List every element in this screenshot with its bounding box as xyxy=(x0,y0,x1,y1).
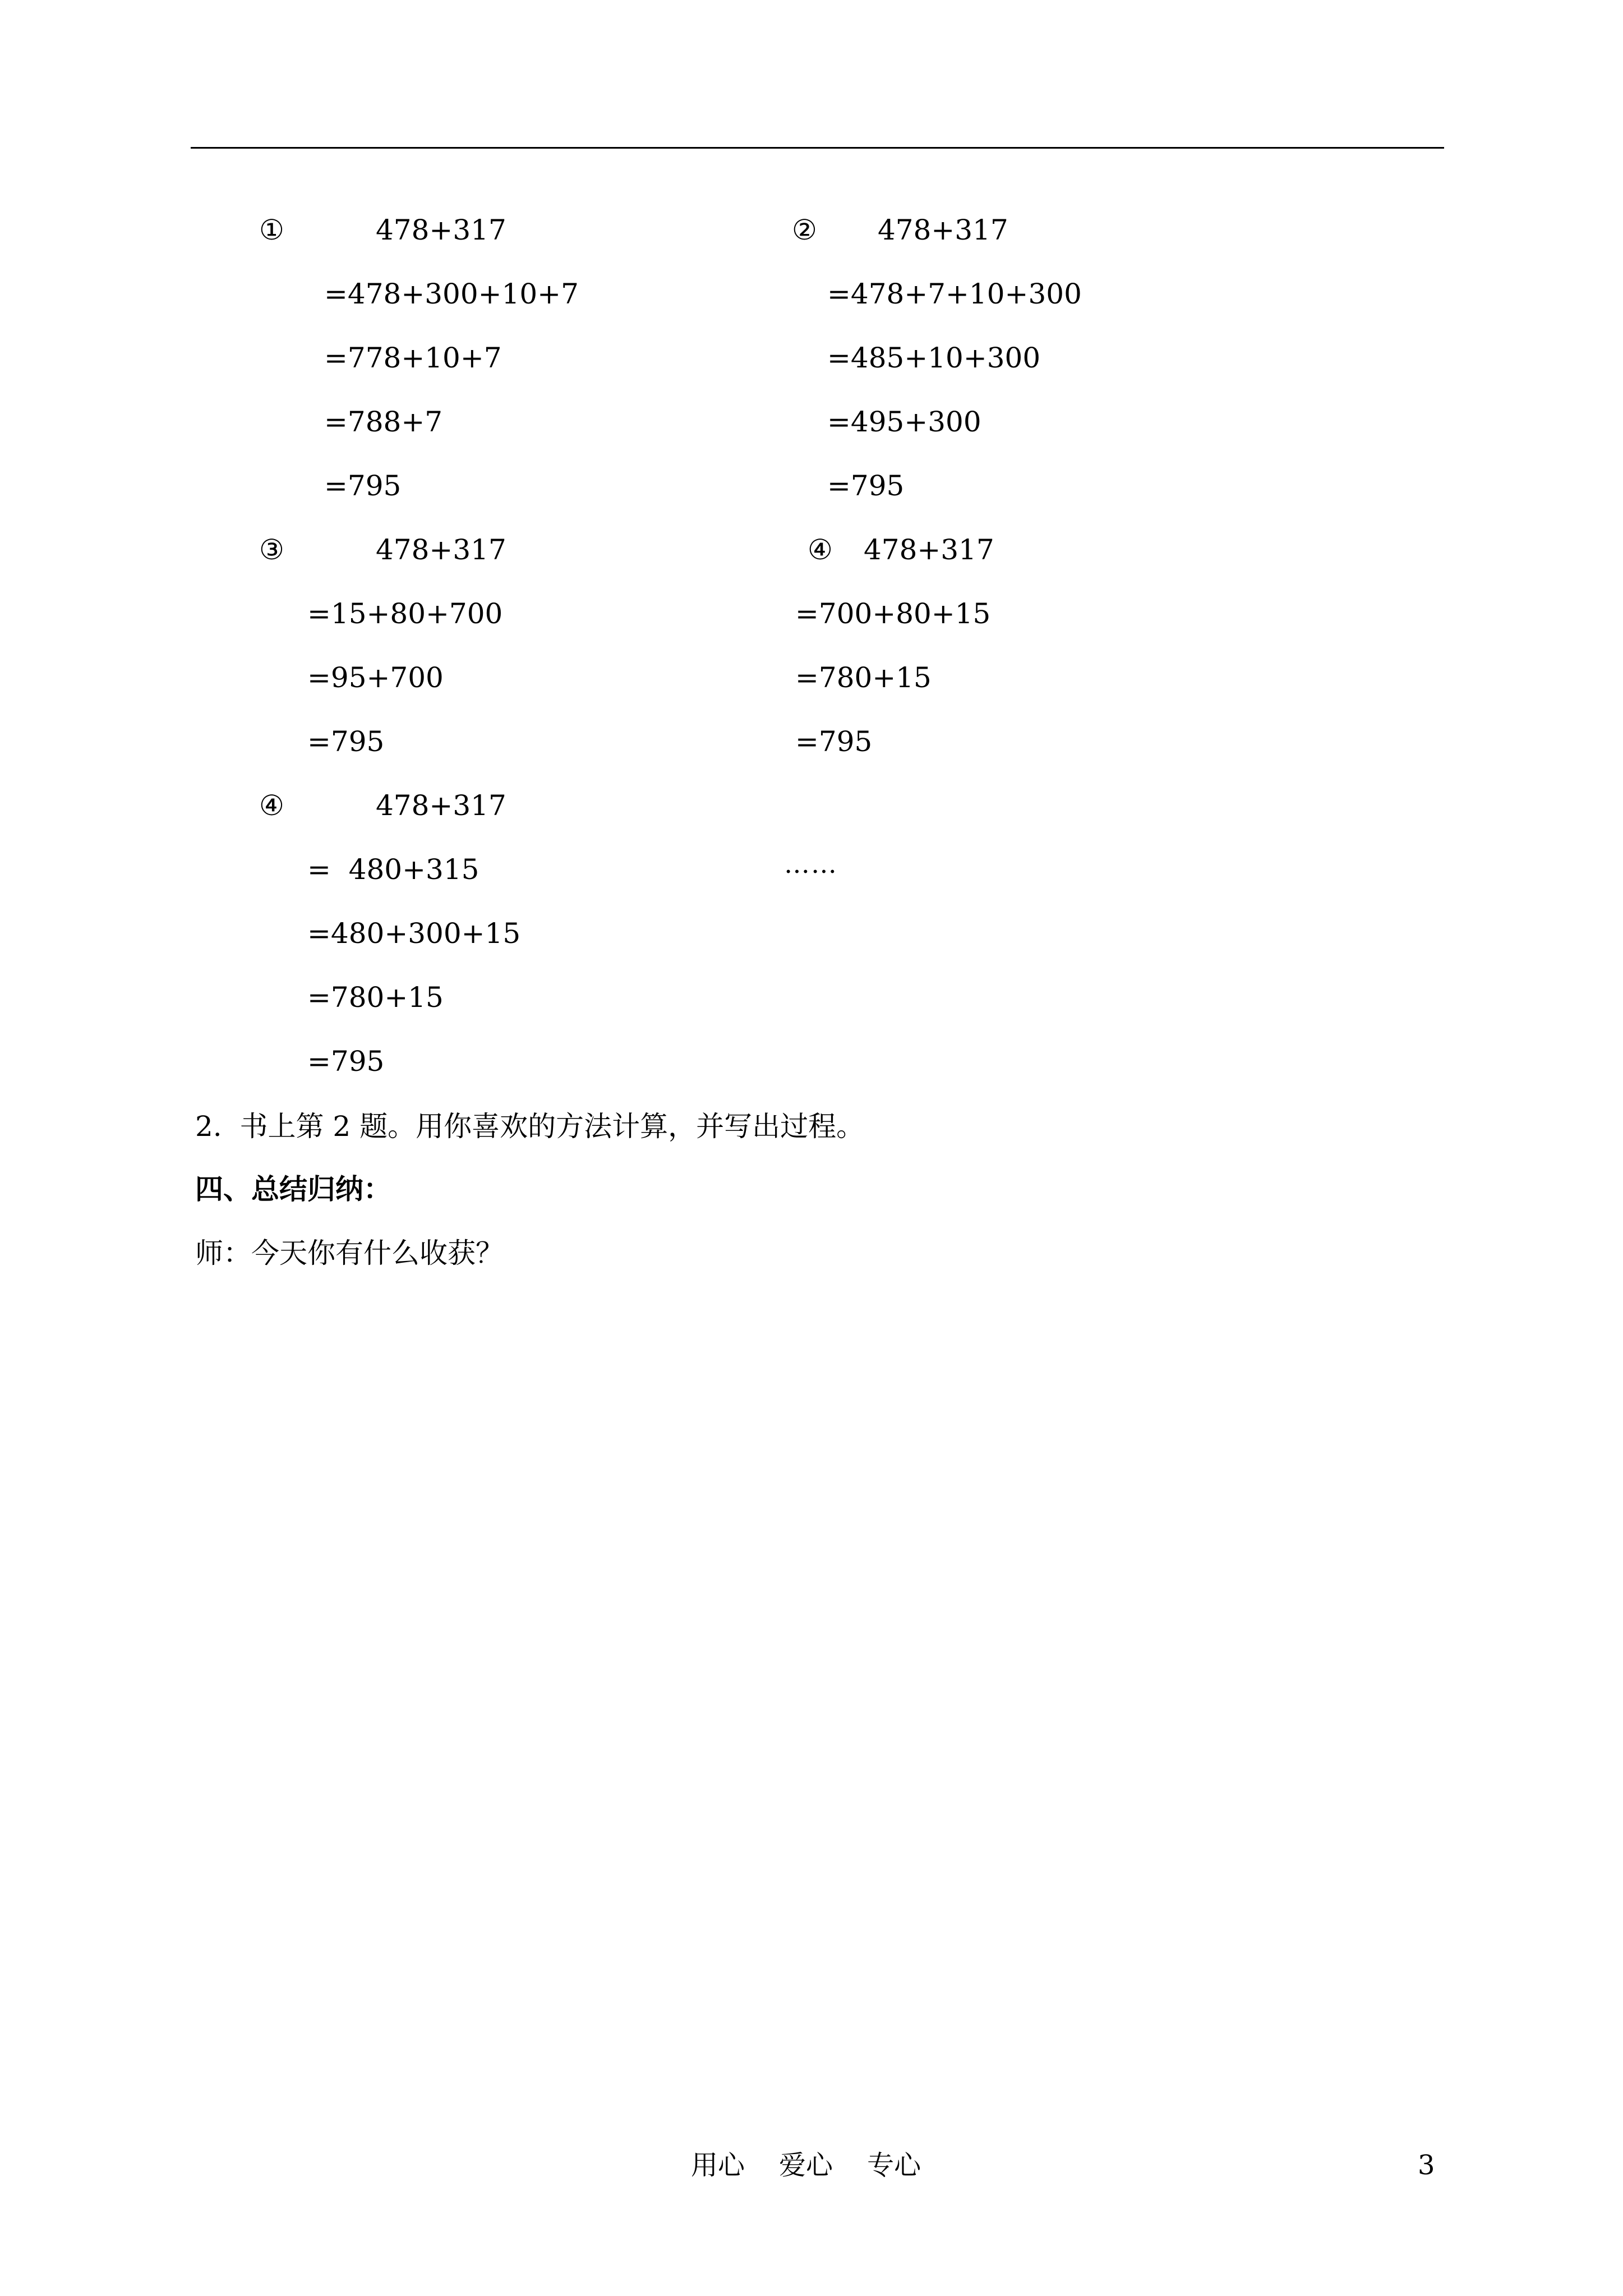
calc4-expression: 478+317 xyxy=(864,533,994,566)
calc1-step-3: =788+7 xyxy=(324,406,443,438)
calc2-step-4: =795 xyxy=(827,470,905,502)
calc5-step-1: = 480+315 xyxy=(307,853,479,886)
calc3-step-2: =95+700 xyxy=(307,661,444,694)
calc2-number: ② xyxy=(792,214,817,246)
calc2-step-1: =478+7+10+300 xyxy=(827,278,1082,310)
calc5-number: ④ xyxy=(259,789,284,822)
calc1-step-2: =778+10+7 xyxy=(324,342,502,374)
calc5-step-2: =480+300+15 xyxy=(307,917,521,950)
calc5-step-3: =780+15 xyxy=(307,981,444,1014)
calc4-number: ④ xyxy=(808,533,833,566)
calc4-step-3: =795 xyxy=(795,725,873,758)
calc4-step-2: =780+15 xyxy=(795,661,932,694)
calc1-number: ① xyxy=(259,214,284,246)
header-rule xyxy=(191,147,1444,149)
calc3-step-1: =15+80+700 xyxy=(307,597,503,630)
page-number: 3 xyxy=(1418,2150,1435,2181)
calc3-number: ③ xyxy=(259,533,284,566)
calc2-step-3: =495+300 xyxy=(827,406,981,438)
ellipsis: …… xyxy=(784,849,838,879)
item-2-text: 2. 书上第 2 题。用你喜欢的方法计算，并写出过程。 xyxy=(195,1110,865,1143)
calc1-step-1: =478+300+10+7 xyxy=(324,278,579,310)
section-4-heading: 四、总结归纳： xyxy=(195,1172,391,1205)
calc2-expression: 478+317 xyxy=(878,214,1008,246)
teacher-question: 师：今天你有什么收获？ xyxy=(195,1237,504,1269)
calc5-step-4: =795 xyxy=(307,1045,385,1078)
calc3-step-3: =795 xyxy=(307,725,385,758)
calc1-step-4: =795 xyxy=(324,470,402,502)
calc1-expression: 478+317 xyxy=(376,214,506,246)
calc5-expression: 478+317 xyxy=(376,789,506,822)
calc2-step-2: =485+10+300 xyxy=(827,342,1041,374)
footer-motto: 用心 爱心 专心 xyxy=(691,2150,921,2181)
calc4-step-1: =700+80+15 xyxy=(795,597,991,630)
calc3-expression: 478+317 xyxy=(376,533,506,566)
